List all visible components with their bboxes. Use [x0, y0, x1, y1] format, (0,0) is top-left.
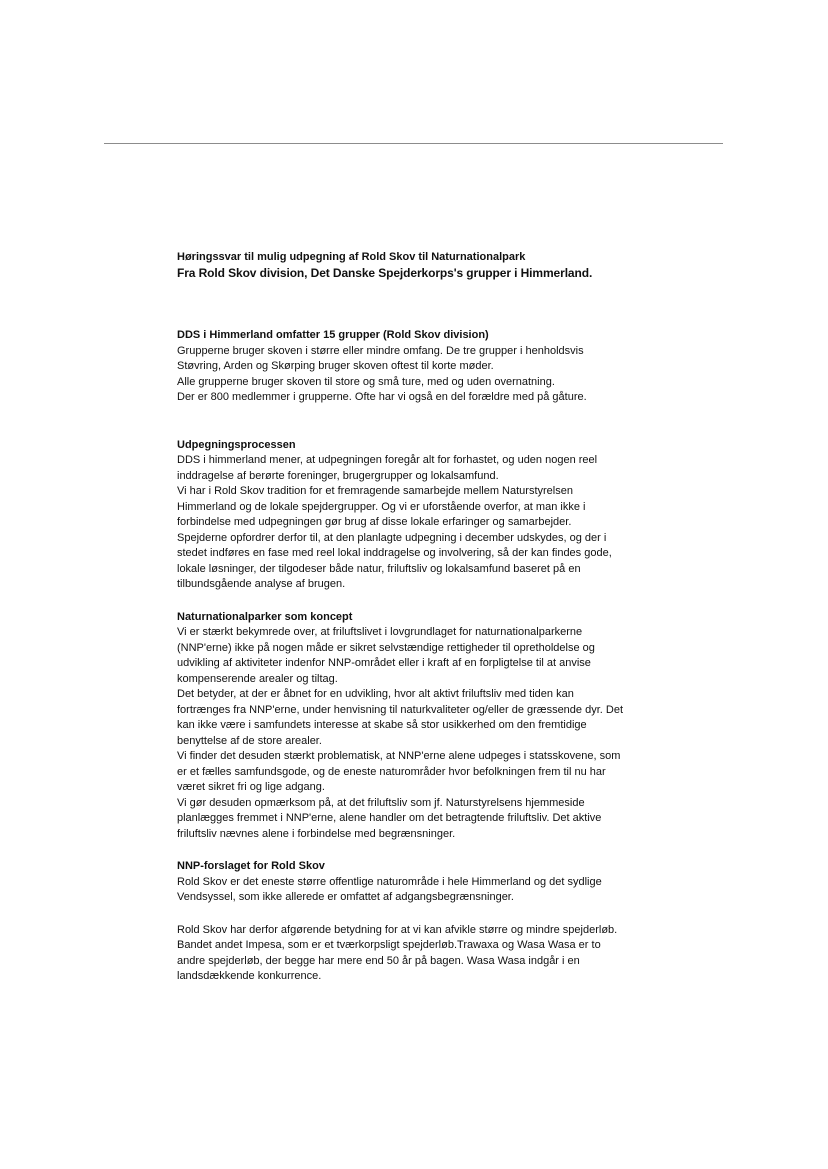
paragraph-line: Der er 800 medlemmer i grupperne. Ofte har vi også en del forældre med på gåture. [177, 391, 587, 403]
paragraph-line: Vi finder det desuden stærkt problematisk, at NNP'erne alene udpeges i statsskovene, som [177, 750, 621, 762]
paragraph-line: Bandet andet Impesa, som er et tværkorpsligt spejderløb.Trawaxa og Wasa Wasa er to [177, 939, 601, 951]
section-concept-body [177, 625, 657, 842]
paragraph-line: Himmerland og de lokale spejdergrupper. Og vi er uforstående overfor, at man ikke i [177, 500, 586, 513]
paragraph-line: benyttelse af de store arealer. [177, 734, 322, 747]
paragraph-line: Grupperne bruger skoven i større eller mindre omfang. De tre grupper i henholdsvis [177, 344, 584, 357]
section-heading-process: Udpegningsprocessen [177, 438, 296, 451]
section-proposal-para2 [177, 923, 657, 985]
paragraph-line: inddragelse af berørte foreninger, brugergrupper og lokalsamfund. [177, 469, 499, 482]
section-process-body [177, 453, 657, 593]
paragraph-line: Det betyder, at der er åbnet for en udvikling, hvor alt aktivt friluftsliv med tiden kan [177, 688, 574, 700]
paragraph-line: tilbundsgående analyse af brugen. [177, 578, 346, 590]
paragraph-line: kompenserende arealer og tiltag. [177, 672, 338, 685]
paragraph-line: været sikret fri og lige adgang. [177, 781, 325, 793]
paragraph-line: udvikling af aktiviteter indenfor NNP-område​t eller i kraft af en forpligtelse til at anvise [177, 657, 591, 669]
paragraph-line: Vi gør desuden opmærksom på, at det friluftsliv som jf. Naturstyrelsens hjemmeside [177, 796, 585, 809]
paragraph-line: friluftsliv nævnes alene i forbindelse med begrænsninger. [177, 827, 456, 840]
paragraph-line: stedet indføres en fase med reel lokal inddragelse og involvering, så der kan findes gode, [177, 547, 612, 559]
header-divider [104, 143, 723, 144]
section-heading-proposal: NNP-forslaget for Rold Skov [177, 860, 325, 872]
paragraph-line: (NNP'erne) ikke på nogen måde er sikret selvstændige rettigheder til opretholdelse og [177, 641, 595, 654]
paragraph-line: forbindelse med udpegningen gør brug af disse lokale erfaringer og samarbejder. [177, 516, 572, 528]
section-heading-dds: DDS i Himmerland omfatter 15 grupper (Rold Skov division) [177, 329, 489, 341]
section-proposal-para1 [177, 875, 657, 906]
paragraph-line: fortrænges fra NNP'erne, under henvisning til naturkvaliteter og/eller de græssende dyr. Det [177, 703, 623, 716]
section-heading-concept: Naturnationalparker som koncept [177, 610, 353, 623]
paragraph-line: Alle grupperne bruger skoven til store og små ture, med og uden overnatning. [177, 375, 555, 388]
paragraph-line: Rold Skov er det eneste større offentlige naturområde i hele Himmerland og det sydlige [177, 875, 602, 888]
section-dds-body [177, 344, 657, 406]
paragraph-line: Vi er stærkt bekymrede over, at friluftslivet i lovgrundlaget for naturnationalparkerne [177, 626, 583, 638]
paragraph-line: er et fælles samfundsgode, og de eneste naturområder hvor befolkningen frem til nu har [177, 765, 606, 778]
paragraph-line: Støvring, Arden og Skørping bruger skoven oftest til korte møder. [177, 360, 494, 372]
paragraph-line: Spejderne opfordrer derfor til, at den planlagte udpegning i december udskydes, og der i [177, 531, 607, 544]
paragraph-line: Rold Skov har derfor afgørende betydning for at vi kan afvikle større og mindre spejderløb. [177, 923, 618, 936]
paragraph-line: Vi har i Rold Skov tradition for et fremragende samarbejde mellem Naturstyrelsen [177, 485, 573, 497]
paragraph-line: DDS i himmerland mener, at udpegningen foregår alt for forhastet, og uden nogen reel [177, 454, 598, 466]
paragraph-line: andre spejderløb, der begge har mere end 50 år på bagen. Wasa Wasa indgår i en [177, 954, 580, 967]
paragraph-line: landsdækkende konkurrence. [177, 970, 322, 982]
paragraph-line: lokale løsninger, der tilgodeser både natur, friluftsliv og lokalsamfund baseret på en [177, 562, 581, 575]
document-body [177, 250, 657, 985]
paragraph-line: planlægges fremmet i NNP'erne, alene handler om det betragtende friluftsliv. Det aktive [177, 812, 602, 824]
paragraph-line: kan ikke være i samfundets interesse at skabe så stor usikkerhed om den fremtidige [177, 719, 587, 731]
document-subtitle: Fra Rold Skov division, Det Danske Spejderkorps's grupper i Himmerland. [177, 265, 593, 280]
paragraph-line: Vendsyssel, som ikke allerede er omfattet af adgangsbegrænsninger. [177, 891, 514, 903]
document-title: Høringssvar til mulig udpegning af Rold Skov til Naturnationalpark [177, 251, 526, 263]
